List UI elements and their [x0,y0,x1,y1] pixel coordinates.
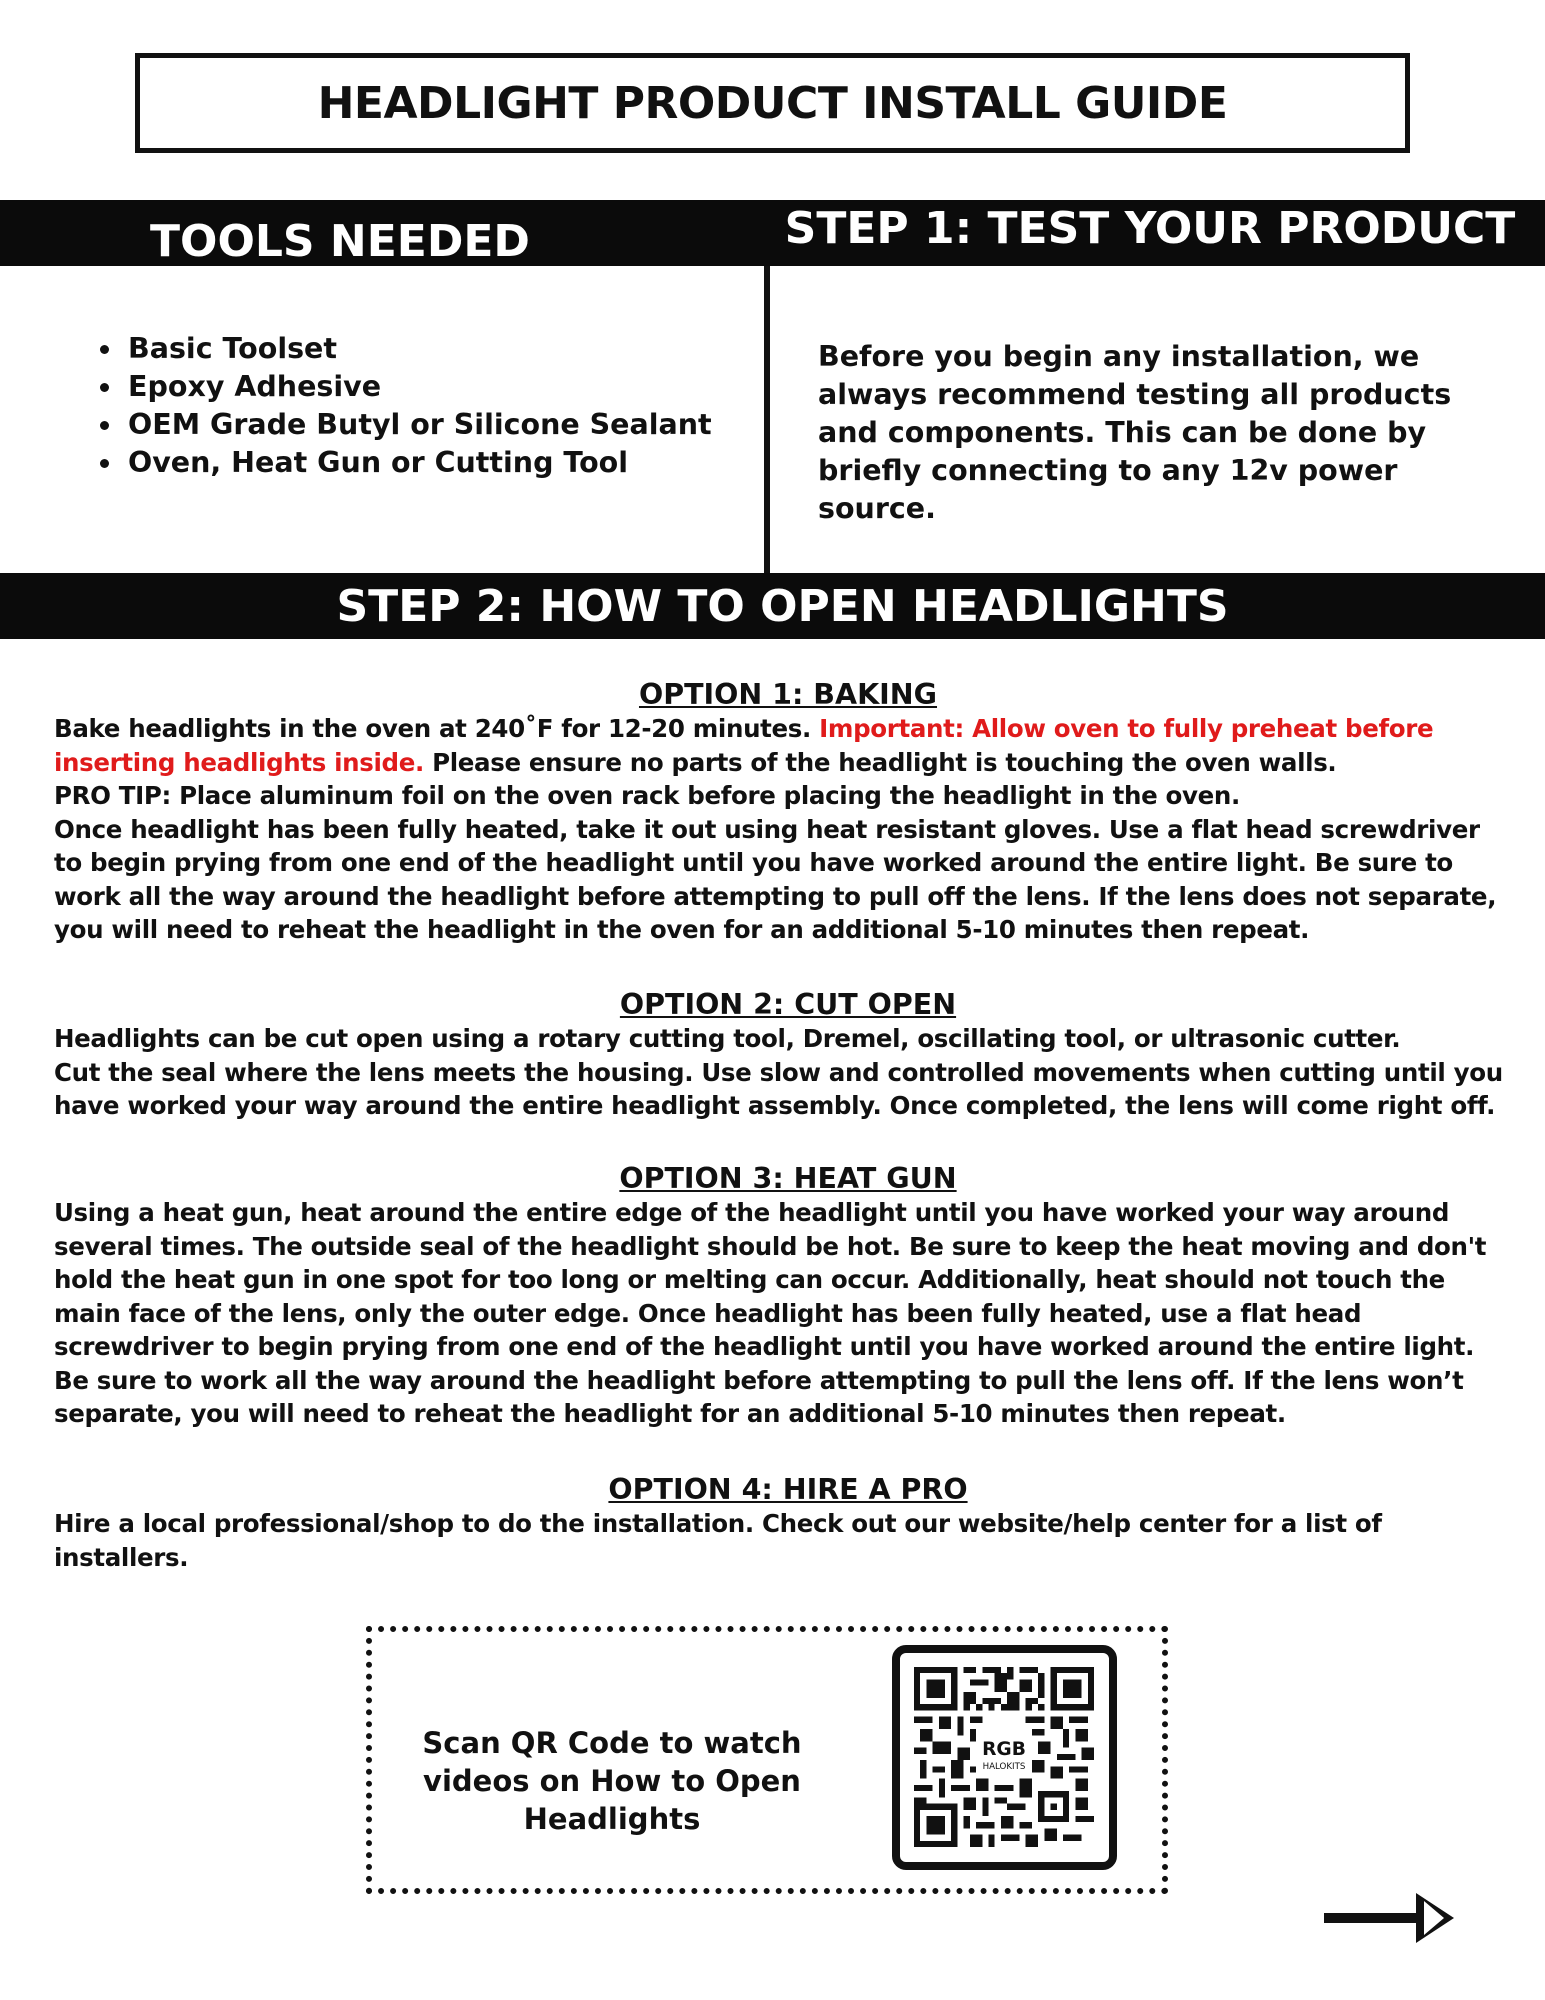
option2-line2: Cut the seal where the lens meets the housing. Use slow and controlled movements when cutting until you have worked your way around the entire headlight assembly. Once completed, the lens will come right off. [54,1057,1503,1120]
option4-text: Hire a local professional/shop to do the installation. Check out our website/help center for a list of installers. [54,1509,1382,1572]
option3-section [54,1162,1504,1431]
qr-code-icon [914,1667,1094,1847]
tools-list-item: • Epoxy Adhesive [124,368,712,406]
option1-important: Important: Allow oven to fully preheat before inserting headlights inside. [54,714,1434,777]
column-divider [764,266,770,573]
step2-heading: STEP 2: HOW TO OPEN HEADLIGHTS [336,580,1229,632]
right-arrow-icon[interactable] [1320,1885,1460,1951]
option2-heading: OPTION 2: CUT OPEN [619,988,957,1021]
step1-text: Before you begin any installation, we always recommend testing all products and components. This can be done by briefly connecting to any 12v power source. [818,340,1452,525]
tools-list [90,330,712,482]
section-header-bar [0,200,1545,266]
tools-list-item: • OEM Grade Butyl or Silicone Sealant [124,406,712,444]
option1-text-a: Bake headlights in the oven at 240˚F for 12-20 minutes. [54,714,820,743]
qr-logo-text: RGB [982,1739,1026,1761]
qr-callout [366,1626,1168,1894]
option4-heading: OPTION 4: HIRE A PRO [608,1473,968,1506]
option1-text-c: Once headlight has been fully heated, take it out using heat resistant gloves. Use a flat head screwdriver to begin prying from one end of the headlight until you have worked around the entire light. Be sure to work all the way around the headlight before attempting to pull off the lens. If the lens does not separate, you will need to reheat the headlight in the oven for an additional 5-10 minutes then repeat. [54,814,1497,944]
tools-list-item: • Basic Toolset [124,330,712,368]
title-box [135,53,1410,153]
page-title: HEADLIGHT PRODUCT INSTALL GUIDE [317,77,1228,129]
step1-heading: STEP 1: TEST YOUR PRODUCT [784,202,1516,254]
option1-pro-tip: PRO TIP: Place aluminum foil on the oven rack before placing the headlight in the oven. [54,781,1240,810]
qr-logo-subtext: HALOKITS [982,1761,1026,1772]
qr-code[interactable] [892,1645,1117,1870]
tools-heading: TOOLS NEEDED [150,215,530,267]
option4-section [54,1473,1504,1574]
step2-header-bar [0,573,1545,639]
option1-section [54,678,1504,947]
option2-section [54,988,1504,1123]
option1-body [54,712,1504,779]
option3-text: Using a heat gun, heat around the entire edge of the headlight until you have worked your way around several times. The outside seal of the headlight should be hot. Be sure to keep the heat moving and don't hold the heat gun in one spot for too long or melting can occur. Additionally, heat should not touch the main face of the lens, only the outer edge. Once headlight has been fully heated, use a flat head screwdriver to begin prying from one end of the headlight until you have worked around the entire light. Be sure to work all the way around the headlight before attempting to pull the lens off. If the lens won’t separate, you will need to reheat the headlight for an additional 5-10 minutes then repeat. [54,1198,1487,1428]
option1-text-b: Please ensure no parts of the headlight is touching the oven walls. [423,747,1337,777]
option3-heading: OPTION 3: HEAT GUN [619,1162,957,1195]
option2-line1: Headlights can be cut open using a rotary cutting tool, Dremel, oscillating tool, or ultrasonic cutter. [54,1024,1401,1053]
tools-list-item: • Oven, Heat Gun or Cutting Tool [124,444,712,482]
qr-caption: Scan QR Code to watch videos on How to Open Headlights [422,1726,802,1836]
option1-heading: OPTION 1: BAKING [638,678,938,711]
